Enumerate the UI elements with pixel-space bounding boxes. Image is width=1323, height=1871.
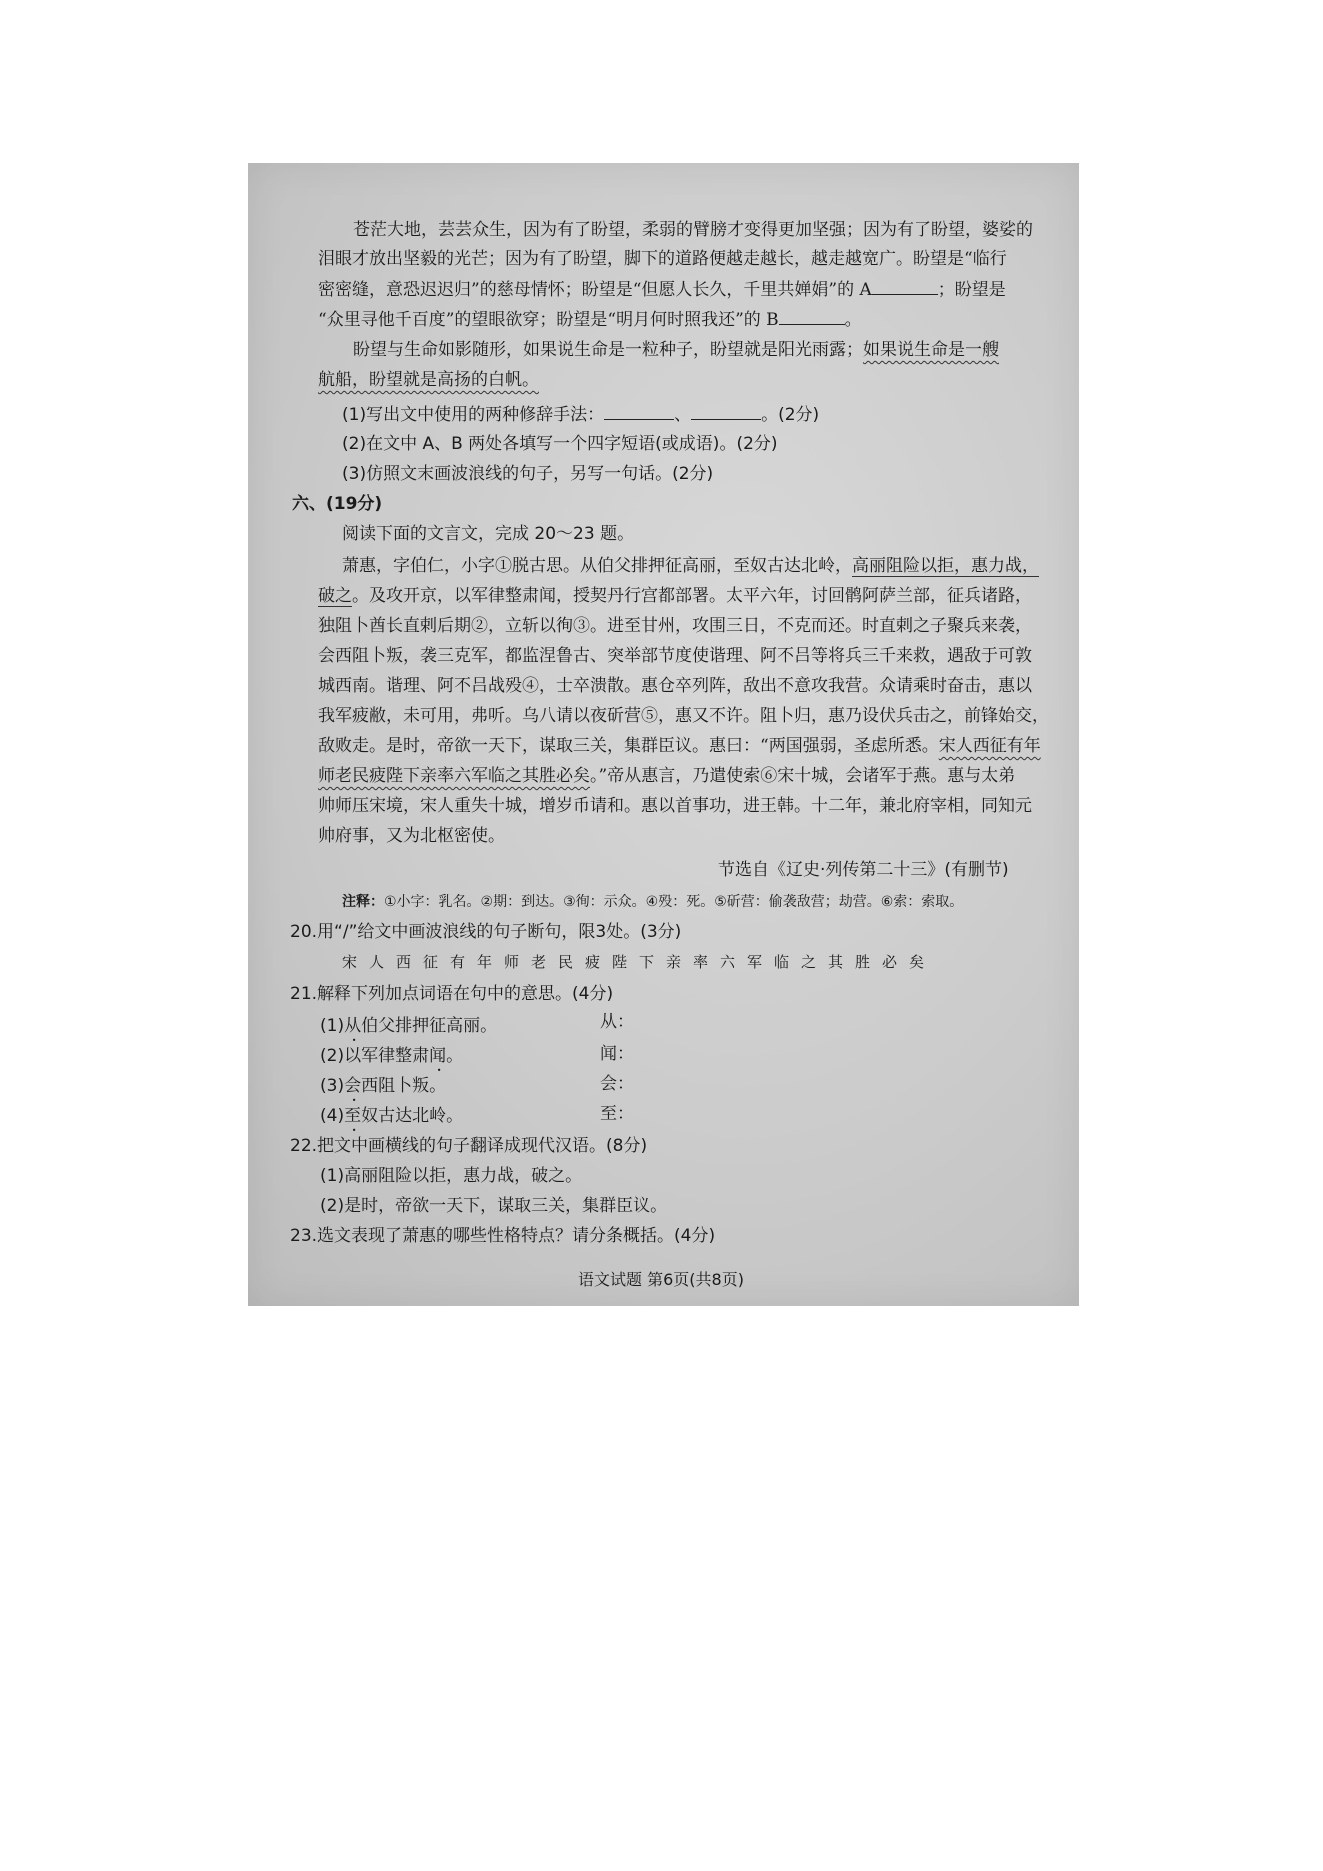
q21-answer-key: 至： (600, 1104, 634, 1124)
q21-item (320, 1045, 463, 1067)
answer-blank (691, 403, 761, 420)
answer-blank (604, 403, 674, 420)
classical-text-line: 帅师压宋境，宋人重失十城，增岁币请和。惠以首事功，进王韩。十二年，兼北府宰相，同知元 (318, 796, 1032, 816)
classical-text-line (318, 735, 1041, 757)
dotted-word: 至 (344, 1106, 362, 1126)
page-footer: 语文试题 第6页(共8页) (578, 1270, 744, 1289)
section-intro: 阅读下面的文言文，完成 20～23 题。 (342, 524, 635, 544)
blank-b (779, 308, 845, 325)
question-1 (342, 403, 819, 426)
passage-text: 。 (844, 310, 862, 330)
passage-line (353, 339, 999, 361)
classical-text-line: 城西南。谐理、阿不吕战殁④，士卒溃散。惠仓卒列阵，敌出不意攻我营。众请乘时奋击，惠以 (318, 676, 1032, 696)
passage-line (318, 278, 1006, 301)
annotation-label: 注释： (342, 894, 384, 910)
question-text: (1)写出文中使用的两种修辞手法： (342, 405, 605, 425)
annotation (342, 891, 963, 913)
blank-a (872, 278, 938, 295)
classical-text: 敌败走。是时，帝欲一天下，谋取三关，集群臣议。惠曰：“两国强弱，圣虑所悉。 (318, 736, 939, 756)
classical-text-line (342, 555, 1039, 577)
question-3: (3)仿照文末画波浪线的句子，另写一句话。(2分) (342, 464, 714, 484)
q21-answer-key: 会： (600, 1074, 634, 1094)
question-22: 22.把文中画横线的句子翻译成现代汉语。(8分) (290, 1136, 648, 1156)
passage-text: “众里寻他千百度”的望眼欲穿；盼望是“明月何时照我还”的 B (318, 310, 779, 330)
dotted-word: 会 (344, 1076, 362, 1096)
classical-text: 。及攻开京，以军律整肃闻，授契丹行宫都部署。太平六年，讨回鹘阿萨兰部，征兵诸路， (352, 586, 1032, 606)
item-text: 奴古达北岭。 (361, 1106, 464, 1126)
q21-answer-key: 闻： (600, 1044, 634, 1064)
question-text: 。(2分) (761, 405, 820, 425)
q22-item: (1)高丽阻险以拒，惠力战，破之。 (320, 1166, 583, 1186)
question-21: 21.解释下列加点词语在句中的意思。(4分) (290, 984, 614, 1004)
q20-sentence: 宋人西征有年师老民疲陛下亲率六军临之其胜必矣 (342, 953, 937, 971)
q21-item (320, 1105, 463, 1127)
item-text: (1) (320, 1016, 345, 1036)
classical-text: 。”帝从惠言，乃遣使索⑥宋十城，会诸军于燕。惠与太弟 (590, 766, 1016, 786)
classical-text-line: 独阻卜酋长直剌后期②，立斩以徇③。进至甘州，攻围三日，不克而还。时直剌之子聚兵来袭， (318, 616, 1032, 636)
question-20: 20.用“/”给文中画波浪线的句子断句，限3处。(3分) (290, 922, 682, 942)
passage-line (318, 369, 539, 391)
item-text: 。 (446, 1046, 464, 1066)
annotation-text: ①小字：乳名。②期：到达。③徇：示众。④殁：死。⑤斫营：偷袭敌营；劫营。⑥索：索取。 (384, 894, 964, 910)
question-23: 23.选文表现了萧惠的哪些性格特点？请分条概括。(4分) (290, 1226, 716, 1246)
item-text: (3) (320, 1076, 345, 1096)
question-2: (2)在文中 A、B 两处各填写一个四字短语(或成语)。(2分) (342, 434, 778, 454)
classical-text: 萧惠，字伯仁，小字①脱古思。从伯父排押征高丽，至奴古达北岭， (342, 556, 852, 576)
passage-line: 泪眼才放出坚毅的光芒；因为有了盼望，脚下的道路便越走越长，越走越宽广。盼望是“临行 (318, 249, 1007, 269)
q22-item: (2)是时，帝欲一天下，谋取三关，集群臣议。 (320, 1196, 668, 1216)
classical-text-line (318, 765, 1015, 787)
wavy-sentence: 航船，盼望就是高扬的白帆。 (318, 370, 539, 390)
q21-item (320, 1075, 446, 1097)
wavy-sentence: 如果说生命是一艘 (863, 340, 999, 360)
passage-text: 密密缝，意恐迟迟归”的慈母情怀；盼望是“但愿人长久，千里共婵娟”的 A (318, 280, 872, 300)
source-citation: 节选自《辽史·列传第二十三》(有删节) (718, 860, 1009, 880)
wavy-sentence: 宋人西征有年 (938, 736, 1041, 756)
classical-text-line: 帅府事，又为北枢密使。 (318, 826, 505, 846)
passage-line (318, 308, 862, 331)
passage-text: 盼望与生命如影随形，如果说生命是一粒种子，盼望就是阳光雨露； (353, 340, 863, 360)
classical-text-line (318, 585, 1032, 607)
underlined-sentence: 高丽阻险以拒，惠力战， (852, 556, 1039, 576)
underlined-sentence: 破之 (318, 586, 352, 606)
passage-line: 苍茫大地，芸芸众生，因为有了盼望，柔弱的臂膀才变得更加坚强；因为有了盼望，婆娑的 (353, 220, 1033, 240)
wavy-sentence: 师老民疲陛下亲率六军临之其胜必矣 (318, 766, 590, 786)
q21-answer-key: 从： (600, 1012, 634, 1032)
q21-item (320, 1015, 497, 1037)
item-text: (2)以军律整肃 (320, 1046, 430, 1066)
dotted-word: 闻 (429, 1046, 447, 1066)
classical-text-line: 会西阻卜叛，袭三克军，都监涅鲁古、突举部节度使谐理、阿不吕等将兵三千来救，遇敌于可敦 (318, 646, 1032, 666)
item-text: 西阻卜叛。 (361, 1076, 447, 1096)
dotted-word: 从 (344, 1016, 362, 1036)
classical-text-line: 我军疲敝，未可用，弗听。乌八请以夜斫营⑤，惠又不许。阻卜归，惠乃设伏兵击之，前锋始交， (318, 706, 1049, 726)
item-text: 伯父排押征高丽。 (361, 1016, 498, 1036)
item-text: (4) (320, 1106, 345, 1126)
section-heading: 六、(19分) (292, 494, 383, 514)
question-text: 、 (674, 405, 692, 425)
scanned-exam-page (248, 163, 1079, 1306)
passage-text: ；盼望是 (937, 280, 1006, 300)
